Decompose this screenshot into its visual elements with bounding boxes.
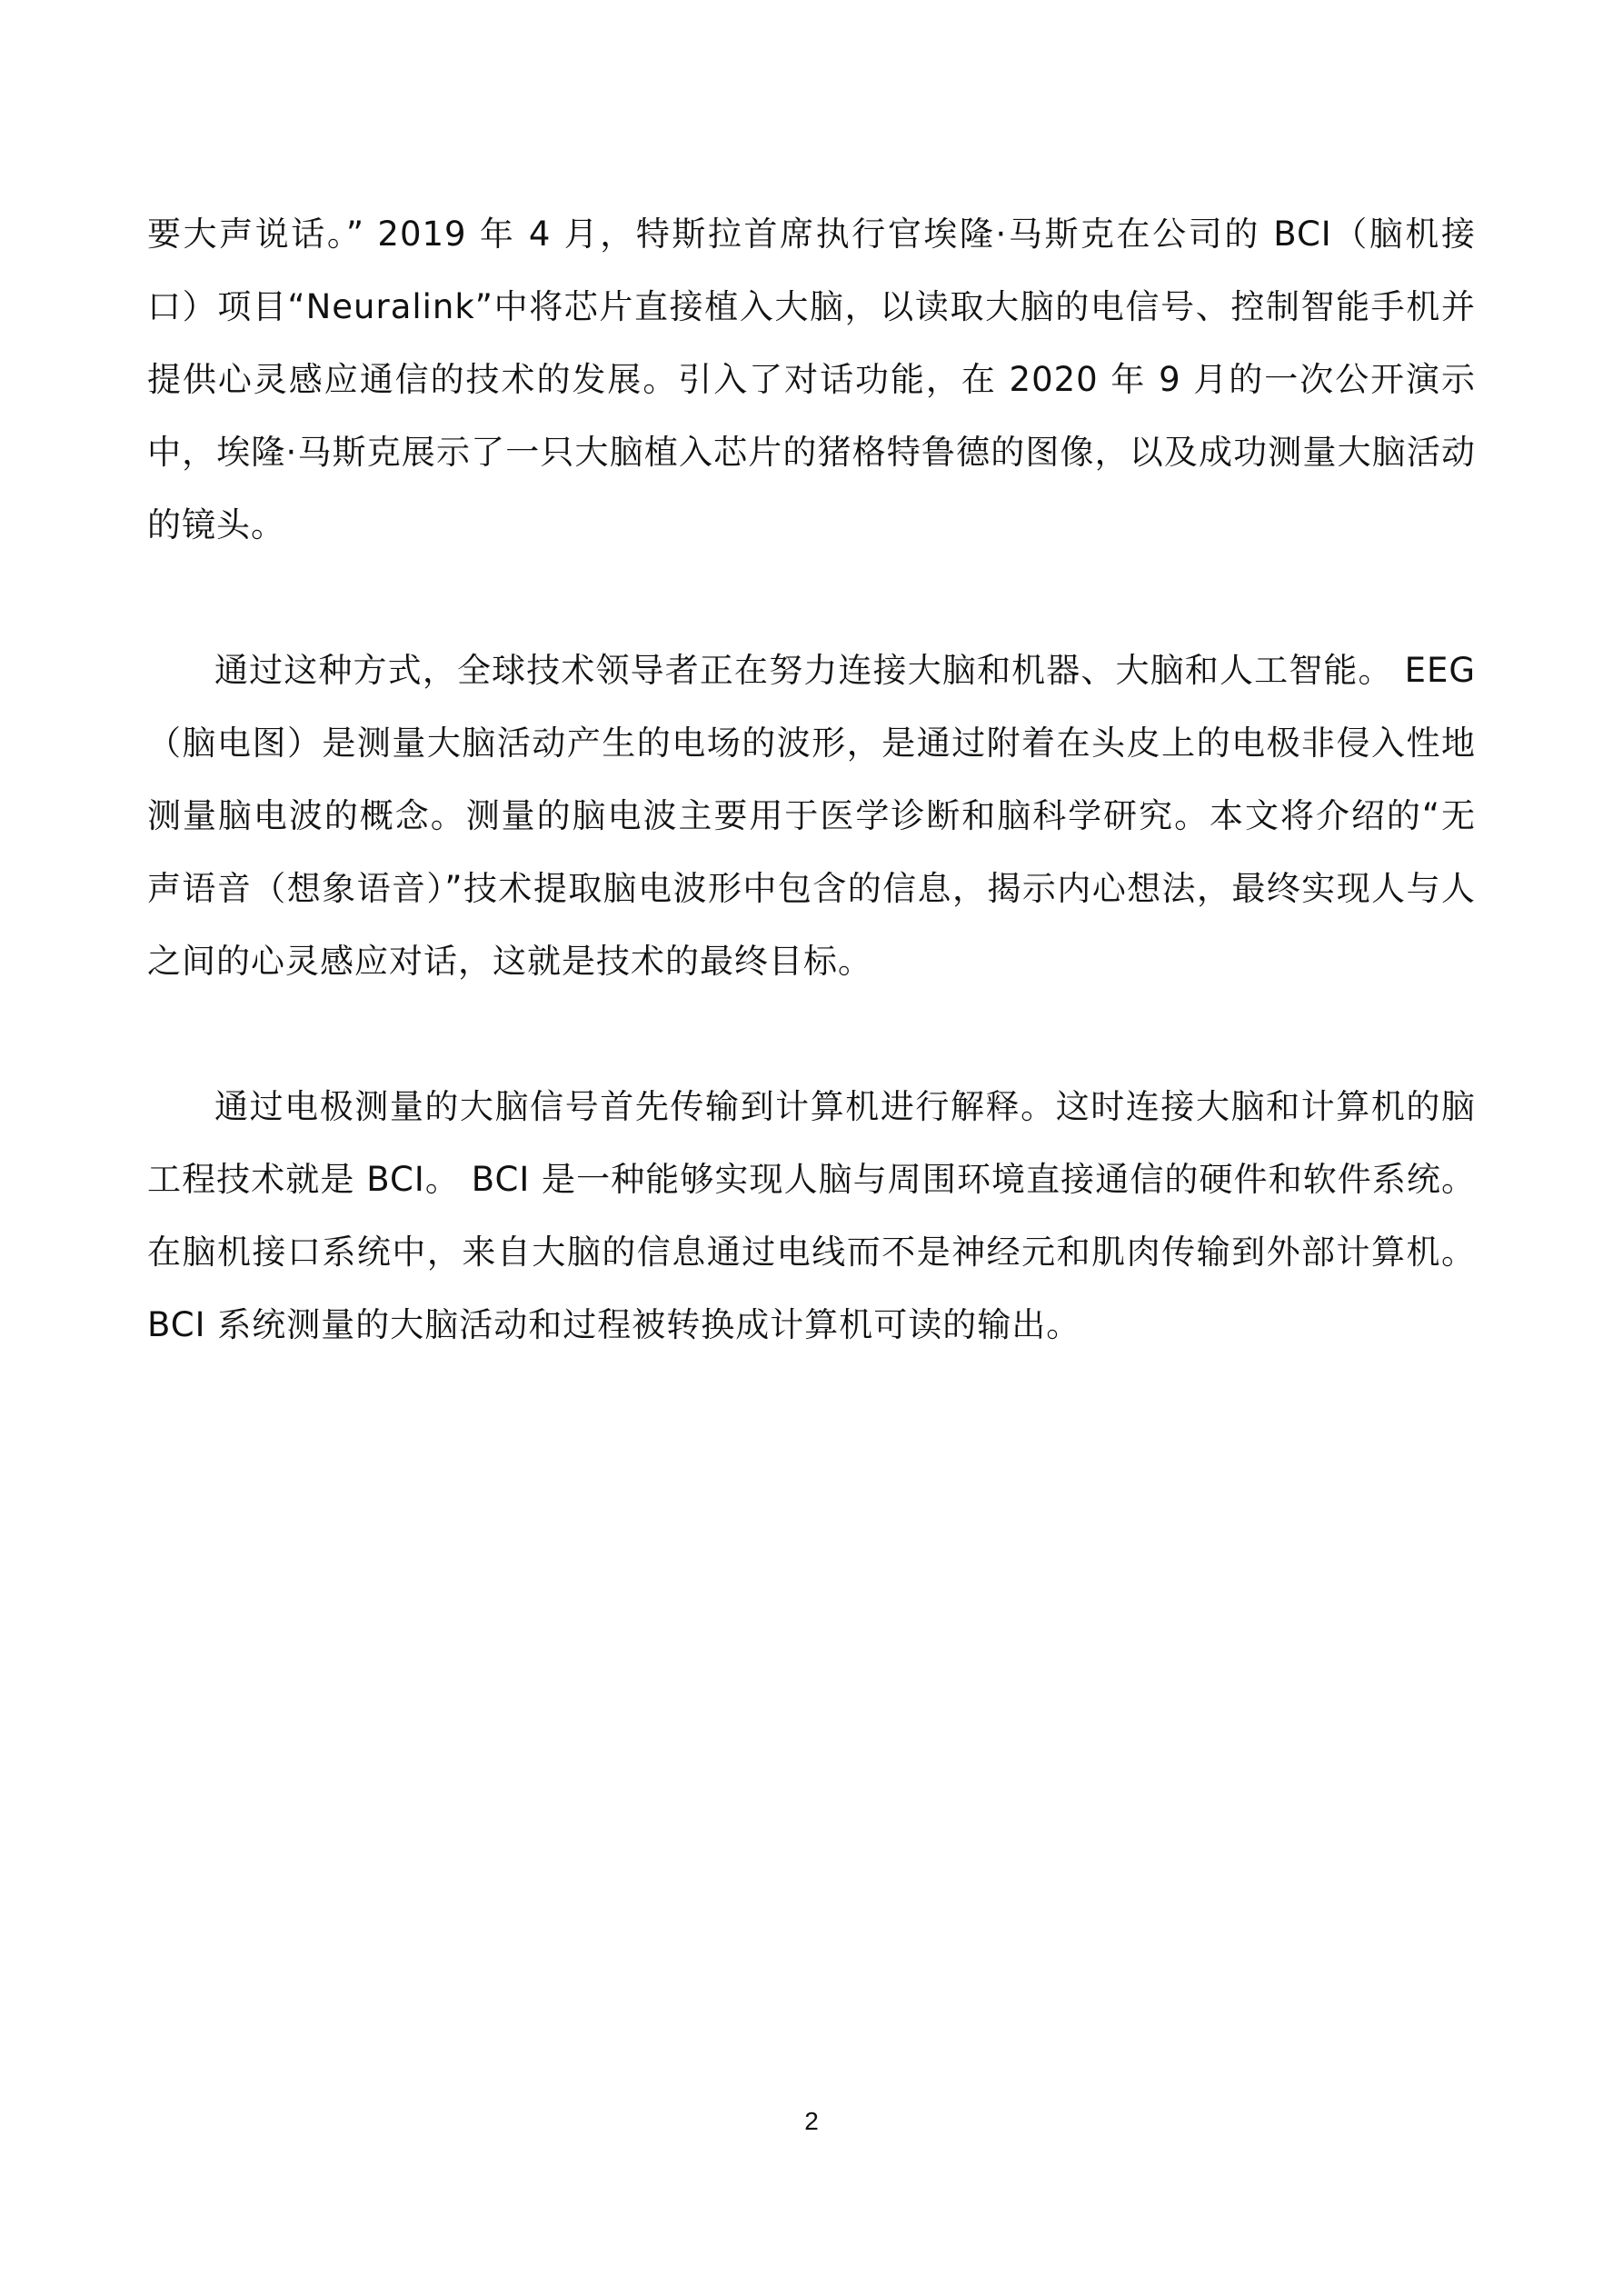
paragraph-neuralink: 要大声说话。” 2019 年 4 月，特斯拉首席执行官埃隆·马斯克在公司的 BCI（脑机接口）项目“Neuralink”中将芯片直接植入大脑，以读取大脑的电信号、控制智能手机并提供心灵感应通信的技术的发展。引入了对话功能，在 2020 年 9 月的一次公开演示中，埃隆·马斯克展示了一只大脑植入芯片的猪格特鲁德的图像，以及成功测量大脑活动的镜头。 — [147, 215, 1476, 544]
document-body — [147, 198, 1476, 1434]
paragraph-eeg: 通过这种方式，全球技术领导者正在努力连接大脑和机器、大脑和人工智能。 EEG（脑电图）是测量大脑活动产生的电场的波形，是通过附着在头皮上的电极非侵入性地测量脑电波的概念。测量的脑电波主要用于医学诊断和脑科学研究。本文将介绍的“无声语音（想象语音）”技术提取脑电波形中包含的信息，揭示内心想法，最终实现人与人之间的心灵感应对话，这就是技术的最终目标。 — [147, 651, 1476, 981]
paragraph-bci: 通过电极测量的大脑信号首先传输到计算机进行解释。这时连接大脑和计算机的脑工程技术就是 BCI。 BCI 是一种能够实现人脑与周围环境直接通信的硬件和软件系统。在脑机接口系统中，来自大脑的信息通过电线而不是神经元和肌肉传输到外部计算机。 BCI 系统测量的大脑活动和过程被转换成计算机可读的输出。 — [147, 1087, 1476, 1344]
page-number: 2 — [804, 2107, 819, 2135]
